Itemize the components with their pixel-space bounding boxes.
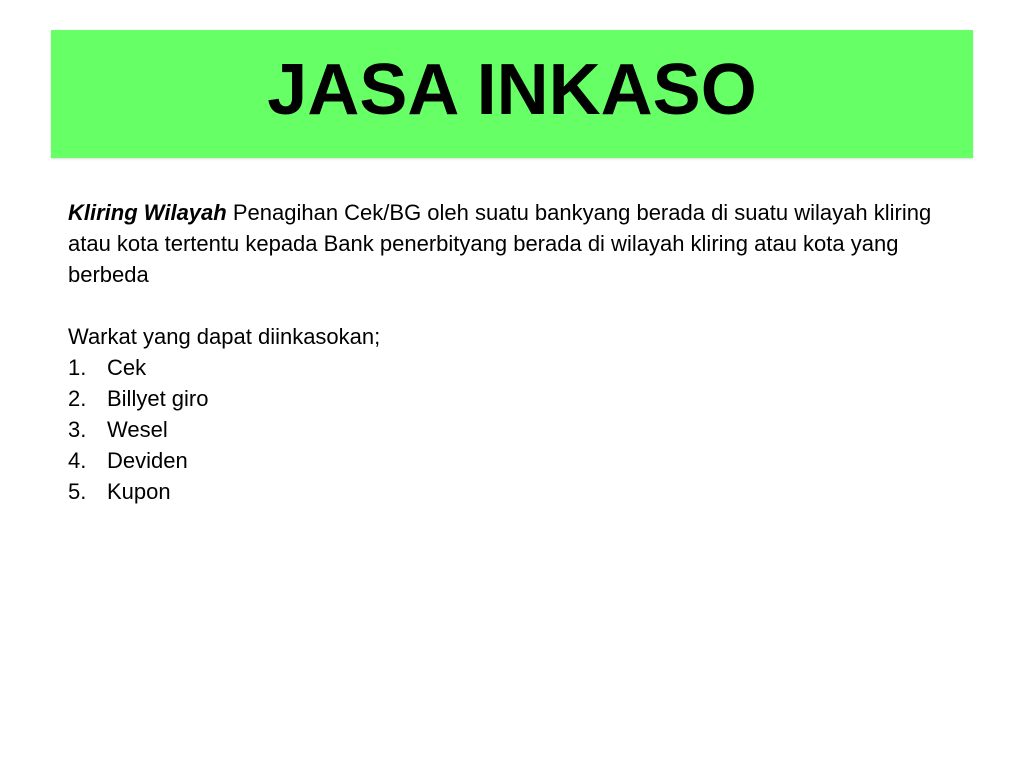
list-label: Kupon: [107, 479, 171, 504]
list-item: [68, 445, 968, 476]
list-number: 5.: [68, 479, 87, 504]
warkat-list: [68, 352, 968, 507]
list-label: Wesel: [107, 417, 168, 442]
list-intro: Warkat yang dapat diinkasokan;: [68, 324, 381, 349]
definition-paragraph: [68, 197, 968, 290]
list-number: 2.: [68, 386, 87, 411]
list-number: 3.: [68, 417, 87, 442]
title-banner: [51, 30, 973, 158]
paragraph-spacer: [68, 290, 968, 321]
list-item: [68, 414, 968, 445]
list-label: Billyet giro: [107, 386, 209, 411]
list-label: Cek: [107, 355, 147, 380]
slide-title: JASA INKASO: [267, 50, 757, 130]
definition-text: Penagihan Cek/BG oleh suatu bankyang berada di suatu wilayah kliring atau kota tertentu kepada Bank penerbityang berada di wilayah kliring atau kota yang berbeda: [68, 200, 932, 287]
list-item: [68, 383, 968, 414]
definition-term: Kliring Wilayah: [68, 200, 227, 225]
slide-body: [68, 197, 968, 507]
list-label: Deviden: [107, 448, 188, 473]
list-item: [68, 476, 968, 507]
list-item: [68, 352, 968, 383]
list-number: 4.: [68, 448, 87, 473]
list-number: 1.: [68, 355, 87, 380]
